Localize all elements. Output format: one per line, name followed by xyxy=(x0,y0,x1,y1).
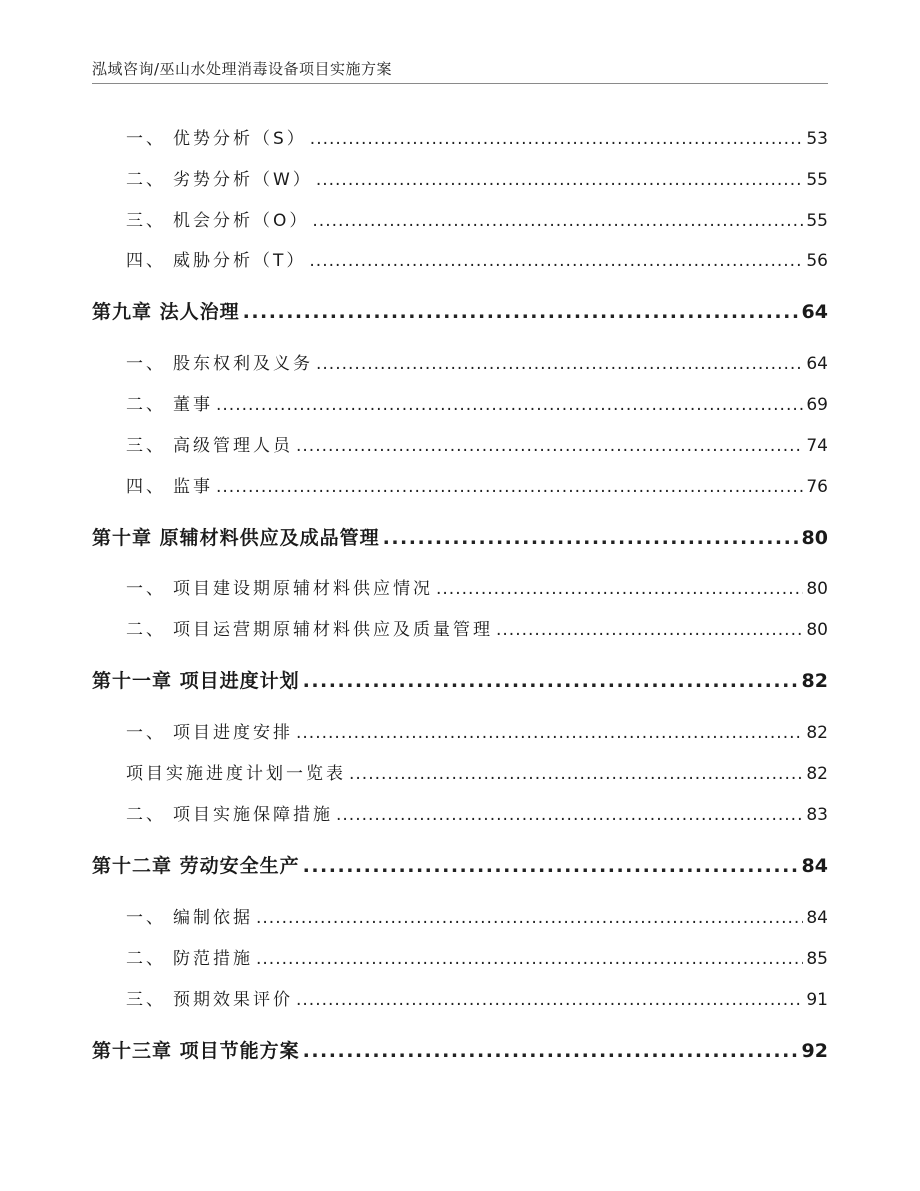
toc-entry-title: 项目实施进度计划一览表 xyxy=(126,764,346,784)
toc-entry-number: 二、 xyxy=(126,620,166,640)
toc-entry[interactable] xyxy=(126,124,828,149)
toc-chapter[interactable] xyxy=(92,297,828,324)
toc-entry-title: 机会分析（O） xyxy=(173,211,310,231)
toc-entry-page: 83 xyxy=(806,805,828,825)
toc-entry[interactable] xyxy=(126,800,828,825)
toc-leader-dots xyxy=(296,723,803,743)
toc-entry[interactable] xyxy=(126,472,828,497)
toc-entry-number: 二、 xyxy=(126,395,166,415)
toc-leader-dots xyxy=(383,527,799,549)
toc-leader-dots xyxy=(243,301,799,323)
toc-entry-page: 64 xyxy=(806,354,828,374)
toc-chapter-title: 第十二章 劳动安全生产 xyxy=(92,855,300,877)
toc-chapter-page: 64 xyxy=(801,301,828,323)
toc-entry-number: 四、 xyxy=(126,251,166,271)
toc-entry-title: 项目实施保障措施 xyxy=(173,805,333,825)
toc-entry-title: 劣势分析（W） xyxy=(173,170,313,190)
toc-entry-number: 一、 xyxy=(126,908,166,928)
toc-chapter-page: 84 xyxy=(801,855,828,877)
toc-leader-dots xyxy=(496,620,803,640)
toc-entry-number: 三、 xyxy=(126,990,166,1010)
toc-entry-page: 82 xyxy=(806,764,828,784)
toc-leader-dots xyxy=(310,129,804,149)
toc-leader-dots xyxy=(296,990,803,1010)
toc-entry-page: 80 xyxy=(806,620,828,640)
toc-entry-title: 董事 xyxy=(173,395,213,415)
toc-leader-dots xyxy=(296,436,803,456)
toc-leader-dots xyxy=(336,805,803,825)
toc-leader-dots xyxy=(312,211,803,231)
toc-entry-number: 二、 xyxy=(126,949,166,969)
toc-entry[interactable] xyxy=(126,206,828,231)
toc-entry-number: 一、 xyxy=(126,129,166,149)
toc-chapter-title: 第十章 原辅材料供应及成品管理 xyxy=(92,527,380,549)
toc-entry[interactable] xyxy=(126,431,828,456)
toc-entry-number: 二、 xyxy=(126,805,166,825)
header-divider xyxy=(92,83,828,84)
toc-leader-dots xyxy=(316,354,803,374)
toc-entry-number: 一、 xyxy=(126,354,166,374)
toc-entry-page: 84 xyxy=(806,908,828,928)
toc-entry-page: 56 xyxy=(806,251,828,271)
toc-entry-title: 编制依据 xyxy=(173,908,253,928)
toc-leader-dots xyxy=(216,477,803,497)
toc-entry[interactable] xyxy=(126,944,828,969)
toc-chapter[interactable] xyxy=(92,1036,828,1063)
toc-entry-page: 91 xyxy=(806,990,828,1010)
page-header-title: 泓域咨询/巫山水处理消毒设备项目实施方案 xyxy=(92,60,393,78)
toc-chapter-page: 92 xyxy=(801,1040,828,1062)
toc-leader-dots xyxy=(303,855,799,877)
toc-entry[interactable] xyxy=(126,390,828,415)
toc-leader-dots xyxy=(349,764,803,784)
toc-entry-number: 四、 xyxy=(126,477,166,497)
toc-chapter-page: 82 xyxy=(801,670,828,692)
toc-leader-dots xyxy=(436,579,803,599)
toc-entry[interactable] xyxy=(126,349,828,374)
toc-entry[interactable] xyxy=(126,246,828,271)
toc-entry-title: 监事 xyxy=(173,477,213,497)
toc-leader-dots xyxy=(303,1040,799,1062)
toc-entry-title: 预期效果评价 xyxy=(173,990,293,1010)
toc-entry[interactable] xyxy=(126,985,828,1010)
toc-entry[interactable] xyxy=(126,759,828,784)
toc-entry-page: 74 xyxy=(806,436,828,456)
toc-entry-page: 82 xyxy=(806,723,828,743)
toc-entry-page: 55 xyxy=(806,211,828,231)
toc-entry-page: 69 xyxy=(806,395,828,415)
toc-leader-dots xyxy=(316,170,804,190)
toc-entry-title: 项目运营期原辅材料供应及质量管理 xyxy=(173,620,493,640)
toc-entry[interactable] xyxy=(126,903,828,928)
toc-entry-title: 防范措施 xyxy=(173,949,253,969)
toc-entry-page: 76 xyxy=(806,477,828,497)
toc-chapter-title: 第十三章 项目节能方案 xyxy=(92,1040,300,1062)
toc-entry-page: 80 xyxy=(806,579,828,599)
toc-leader-dots xyxy=(309,251,803,271)
toc-leader-dots xyxy=(256,908,803,928)
toc-chapter-title: 第十一章 项目进度计划 xyxy=(92,670,300,692)
toc-entry-number: 一、 xyxy=(126,723,166,743)
toc-leader-dots xyxy=(303,670,799,692)
toc-entry-number: 三、 xyxy=(126,436,166,456)
toc-chapter[interactable] xyxy=(92,523,828,550)
toc-entry-title: 项目建设期原辅材料供应情况 xyxy=(173,579,433,599)
toc-entry-number: 三、 xyxy=(126,211,166,231)
toc-chapter-page: 80 xyxy=(801,527,828,549)
toc-chapter[interactable] xyxy=(92,851,828,878)
toc-entry-page: 85 xyxy=(806,949,828,969)
toc-chapter-title: 第九章 法人治理 xyxy=(92,301,240,323)
toc-entry-title: 威胁分析（T） xyxy=(173,251,307,271)
toc-leader-dots xyxy=(216,395,803,415)
toc-entry-title: 股东权利及义务 xyxy=(173,354,313,374)
toc-entry[interactable] xyxy=(126,165,828,190)
toc-entry-number: 一、 xyxy=(126,579,166,599)
toc-entry[interactable] xyxy=(126,615,828,640)
toc-entry[interactable] xyxy=(126,718,828,743)
toc-entry-title: 优势分析（S） xyxy=(173,129,307,149)
toc-entry-title: 项目进度安排 xyxy=(173,723,293,743)
toc-chapter[interactable] xyxy=(92,666,828,693)
toc-entry-number: 二、 xyxy=(126,170,166,190)
toc-entry-title: 高级管理人员 xyxy=(173,436,293,456)
toc-entry[interactable] xyxy=(126,574,828,599)
toc-leader-dots xyxy=(256,949,803,969)
toc-entry-page: 53 xyxy=(806,129,828,149)
toc-entry-page: 55 xyxy=(806,170,828,190)
